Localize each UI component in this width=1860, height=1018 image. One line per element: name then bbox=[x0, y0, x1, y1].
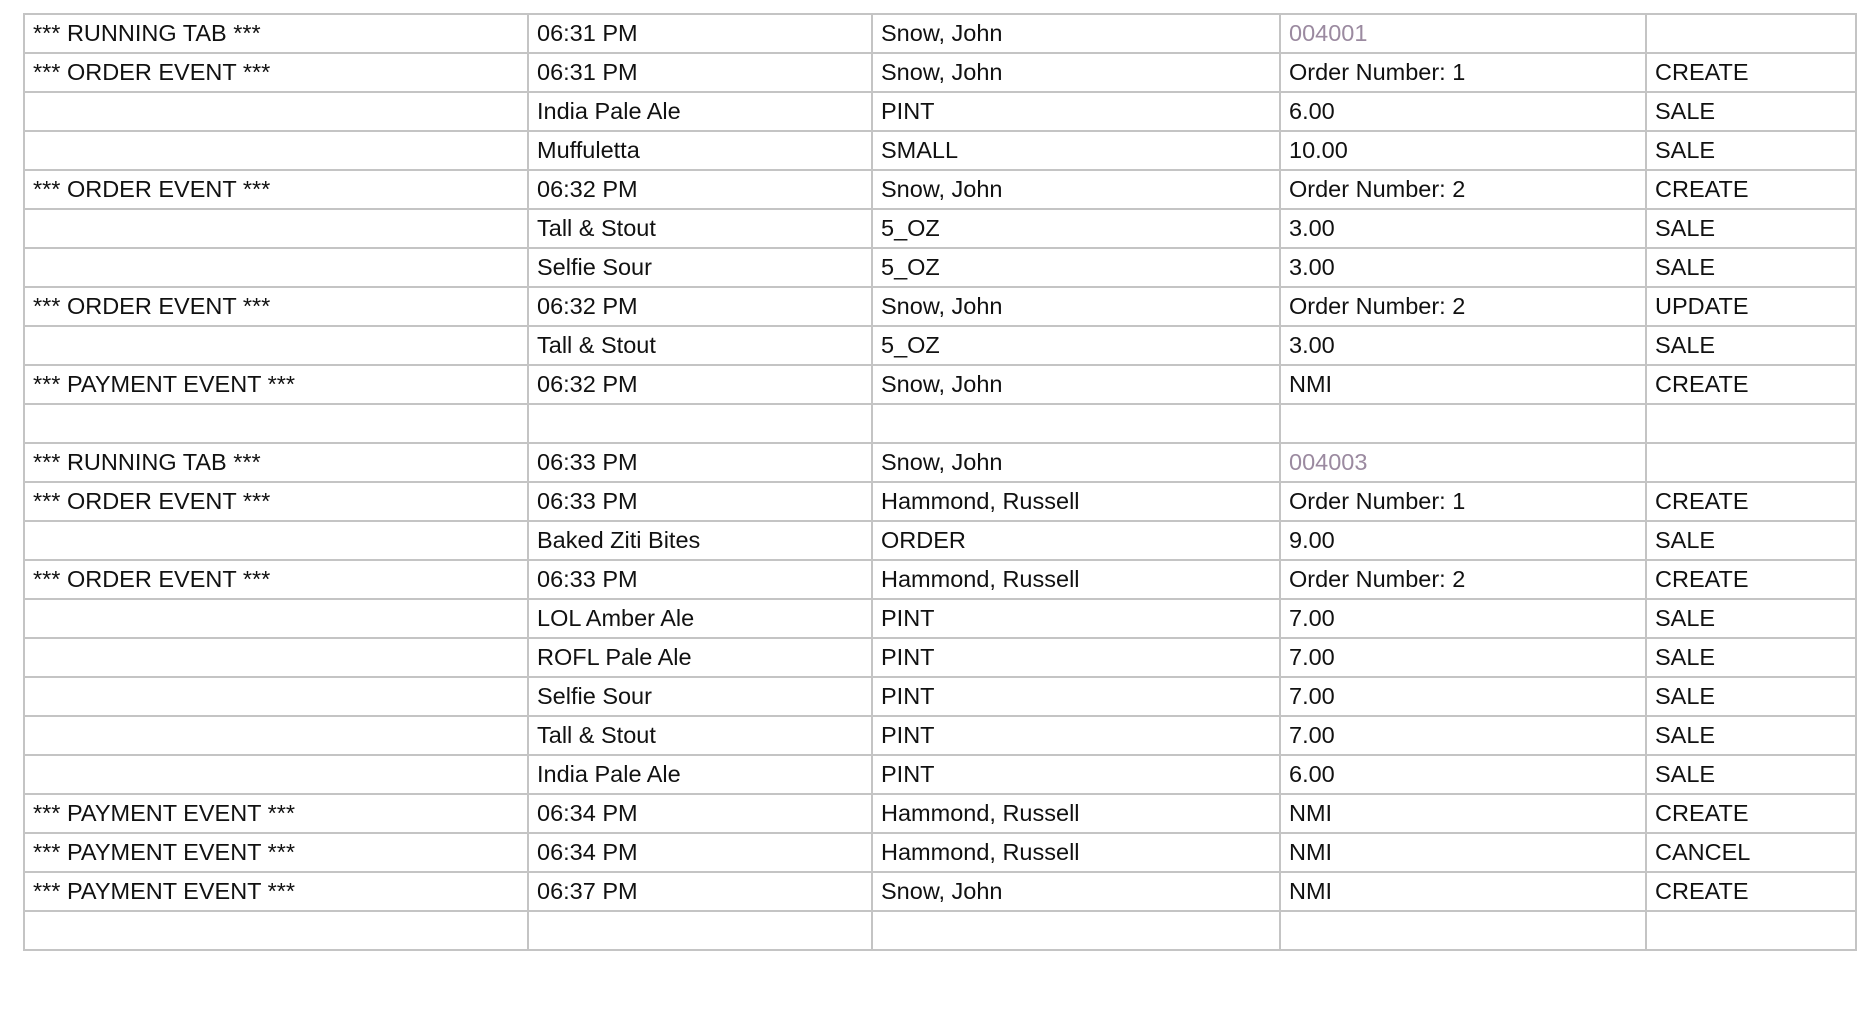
table-row bbox=[24, 404, 1856, 443]
action-cell: SALE bbox=[1646, 521, 1856, 560]
action-cell: SALE bbox=[1646, 92, 1856, 131]
size-name-cell: Hammond, Russell bbox=[872, 482, 1280, 521]
event-type-cell bbox=[24, 638, 528, 677]
price-detail-cell bbox=[1280, 404, 1646, 443]
action-cell: SALE bbox=[1646, 326, 1856, 365]
action-cell: SALE bbox=[1646, 638, 1856, 677]
table-row bbox=[24, 677, 1856, 716]
event-type-cell: *** PAYMENT EVENT *** bbox=[24, 365, 528, 404]
size-name-cell: Hammond, Russell bbox=[872, 560, 1280, 599]
event-type-cell bbox=[24, 326, 528, 365]
event-type-cell: *** PAYMENT EVENT *** bbox=[24, 872, 528, 911]
price-detail-cell: 9.00 bbox=[1280, 521, 1646, 560]
event-type-cell: *** ORDER EVENT *** bbox=[24, 560, 528, 599]
event-type-cell bbox=[24, 131, 528, 170]
item-time-cell: 06:33 PM bbox=[528, 560, 872, 599]
event-type-cell bbox=[24, 755, 528, 794]
event-type-cell bbox=[24, 92, 528, 131]
action-cell: SALE bbox=[1646, 209, 1856, 248]
item-time-cell: Muffuletta bbox=[528, 131, 872, 170]
event-type-cell bbox=[24, 599, 528, 638]
item-time-cell: LOL Amber Ale bbox=[528, 599, 872, 638]
event-log-table bbox=[23, 13, 1857, 951]
event-type-cell: *** PAYMENT EVENT *** bbox=[24, 794, 528, 833]
event-type-cell: *** ORDER EVENT *** bbox=[24, 482, 528, 521]
table-row bbox=[24, 794, 1856, 833]
item-time-cell: 06:33 PM bbox=[528, 443, 872, 482]
table-row bbox=[24, 14, 1856, 53]
event-type-cell bbox=[24, 209, 528, 248]
item-time-cell: 06:32 PM bbox=[528, 365, 872, 404]
size-name-cell bbox=[872, 911, 1280, 950]
size-name-cell: Snow, John bbox=[872, 287, 1280, 326]
item-time-cell: 06:37 PM bbox=[528, 872, 872, 911]
action-cell: SALE bbox=[1646, 131, 1856, 170]
item-time-cell: 06:31 PM bbox=[528, 53, 872, 92]
table-row bbox=[24, 365, 1856, 404]
price-detail-cell: 7.00 bbox=[1280, 638, 1646, 677]
size-name-cell: Snow, John bbox=[872, 872, 1280, 911]
item-time-cell: Tall & Stout bbox=[528, 716, 872, 755]
table-row bbox=[24, 443, 1856, 482]
table-row bbox=[24, 560, 1856, 599]
table-row bbox=[24, 911, 1856, 950]
size-name-cell bbox=[872, 404, 1280, 443]
event-log-body bbox=[24, 14, 1856, 950]
size-name-cell: Snow, John bbox=[872, 170, 1280, 209]
price-detail-cell: NMI bbox=[1280, 794, 1646, 833]
event-type-cell: *** PAYMENT EVENT *** bbox=[24, 833, 528, 872]
table-row bbox=[24, 755, 1856, 794]
price-detail-cell: Order Number: 2 bbox=[1280, 560, 1646, 599]
price-detail-cell bbox=[1280, 911, 1646, 950]
action-cell: SALE bbox=[1646, 248, 1856, 287]
item-time-cell bbox=[528, 911, 872, 950]
action-cell bbox=[1646, 404, 1856, 443]
table-row bbox=[24, 170, 1856, 209]
action-cell: SALE bbox=[1646, 677, 1856, 716]
table-row bbox=[24, 209, 1856, 248]
event-type-cell: *** ORDER EVENT *** bbox=[24, 287, 528, 326]
size-name-cell: 5_OZ bbox=[872, 248, 1280, 287]
table-row bbox=[24, 287, 1856, 326]
action-cell: CREATE bbox=[1646, 872, 1856, 911]
table-row bbox=[24, 326, 1856, 365]
size-name-cell: 5_OZ bbox=[872, 209, 1280, 248]
item-time-cell: Selfie Sour bbox=[528, 677, 872, 716]
table-row bbox=[24, 131, 1856, 170]
table-row bbox=[24, 638, 1856, 677]
event-type-cell bbox=[24, 677, 528, 716]
size-name-cell: Snow, John bbox=[872, 14, 1280, 53]
price-detail-cell: 3.00 bbox=[1280, 326, 1646, 365]
size-name-cell: 5_OZ bbox=[872, 326, 1280, 365]
item-time-cell bbox=[528, 404, 872, 443]
tab-number-link[interactable]: 004001 bbox=[1280, 14, 1646, 53]
size-name-cell: PINT bbox=[872, 92, 1280, 131]
price-detail-cell: 6.00 bbox=[1280, 92, 1646, 131]
size-name-cell: PINT bbox=[872, 716, 1280, 755]
size-name-cell: PINT bbox=[872, 677, 1280, 716]
price-detail-cell: 7.00 bbox=[1280, 677, 1646, 716]
item-time-cell: India Pale Ale bbox=[528, 755, 872, 794]
item-time-cell: 06:32 PM bbox=[528, 170, 872, 209]
size-name-cell: PINT bbox=[872, 599, 1280, 638]
price-detail-cell: NMI bbox=[1280, 365, 1646, 404]
price-detail-cell: 3.00 bbox=[1280, 209, 1646, 248]
action-cell: UPDATE bbox=[1646, 287, 1856, 326]
table-row bbox=[24, 53, 1856, 92]
event-type-cell bbox=[24, 404, 528, 443]
item-time-cell: Baked Ziti Bites bbox=[528, 521, 872, 560]
price-detail-cell: 10.00 bbox=[1280, 131, 1646, 170]
event-type-cell: *** RUNNING TAB *** bbox=[24, 443, 528, 482]
item-time-cell: ROFL Pale Ale bbox=[528, 638, 872, 677]
size-name-cell: PINT bbox=[872, 755, 1280, 794]
event-type-cell bbox=[24, 248, 528, 287]
table-row bbox=[24, 521, 1856, 560]
event-type-cell: *** RUNNING TAB *** bbox=[24, 14, 528, 53]
price-detail-cell: Order Number: 2 bbox=[1280, 287, 1646, 326]
price-detail-cell: NMI bbox=[1280, 833, 1646, 872]
price-detail-cell: Order Number: 2 bbox=[1280, 170, 1646, 209]
size-name-cell: ORDER bbox=[872, 521, 1280, 560]
table-row bbox=[24, 872, 1856, 911]
action-cell: CREATE bbox=[1646, 365, 1856, 404]
action-cell: CREATE bbox=[1646, 170, 1856, 209]
price-detail-cell: 7.00 bbox=[1280, 716, 1646, 755]
table-row bbox=[24, 92, 1856, 131]
action-cell: CREATE bbox=[1646, 482, 1856, 521]
size-name-cell: PINT bbox=[872, 638, 1280, 677]
event-type-cell bbox=[24, 911, 528, 950]
event-type-cell: *** ORDER EVENT *** bbox=[24, 53, 528, 92]
item-time-cell: 06:34 PM bbox=[528, 833, 872, 872]
price-detail-cell: 7.00 bbox=[1280, 599, 1646, 638]
table-row bbox=[24, 599, 1856, 638]
table-row bbox=[24, 248, 1856, 287]
action-cell bbox=[1646, 443, 1856, 482]
event-type-cell: *** ORDER EVENT *** bbox=[24, 170, 528, 209]
event-type-cell bbox=[24, 716, 528, 755]
price-detail-cell: Order Number: 1 bbox=[1280, 53, 1646, 92]
event-type-cell bbox=[24, 521, 528, 560]
tab-number-link[interactable]: 004003 bbox=[1280, 443, 1646, 482]
table-row bbox=[24, 482, 1856, 521]
price-detail-cell: 3.00 bbox=[1280, 248, 1646, 287]
action-cell: SALE bbox=[1646, 755, 1856, 794]
action-cell bbox=[1646, 911, 1856, 950]
size-name-cell: Snow, John bbox=[872, 443, 1280, 482]
size-name-cell: SMALL bbox=[872, 131, 1280, 170]
size-name-cell: Hammond, Russell bbox=[872, 833, 1280, 872]
action-cell: CREATE bbox=[1646, 794, 1856, 833]
action-cell: CANCEL bbox=[1646, 833, 1856, 872]
item-time-cell: 06:33 PM bbox=[528, 482, 872, 521]
size-name-cell: Snow, John bbox=[872, 53, 1280, 92]
item-time-cell: Selfie Sour bbox=[528, 248, 872, 287]
action-cell: SALE bbox=[1646, 599, 1856, 638]
item-time-cell: Tall & Stout bbox=[528, 326, 872, 365]
size-name-cell: Hammond, Russell bbox=[872, 794, 1280, 833]
table-row bbox=[24, 716, 1856, 755]
action-cell: CREATE bbox=[1646, 560, 1856, 599]
price-detail-cell: 6.00 bbox=[1280, 755, 1646, 794]
item-time-cell: 06:32 PM bbox=[528, 287, 872, 326]
action-cell: SALE bbox=[1646, 716, 1856, 755]
action-cell: CREATE bbox=[1646, 53, 1856, 92]
price-detail-cell: Order Number: 1 bbox=[1280, 482, 1646, 521]
action-cell bbox=[1646, 14, 1856, 53]
table-row bbox=[24, 833, 1856, 872]
item-time-cell: 06:31 PM bbox=[528, 14, 872, 53]
price-detail-cell: NMI bbox=[1280, 872, 1646, 911]
item-time-cell: Tall & Stout bbox=[528, 209, 872, 248]
size-name-cell: Snow, John bbox=[872, 365, 1280, 404]
item-time-cell: 06:34 PM bbox=[528, 794, 872, 833]
item-time-cell: India Pale Ale bbox=[528, 92, 872, 131]
